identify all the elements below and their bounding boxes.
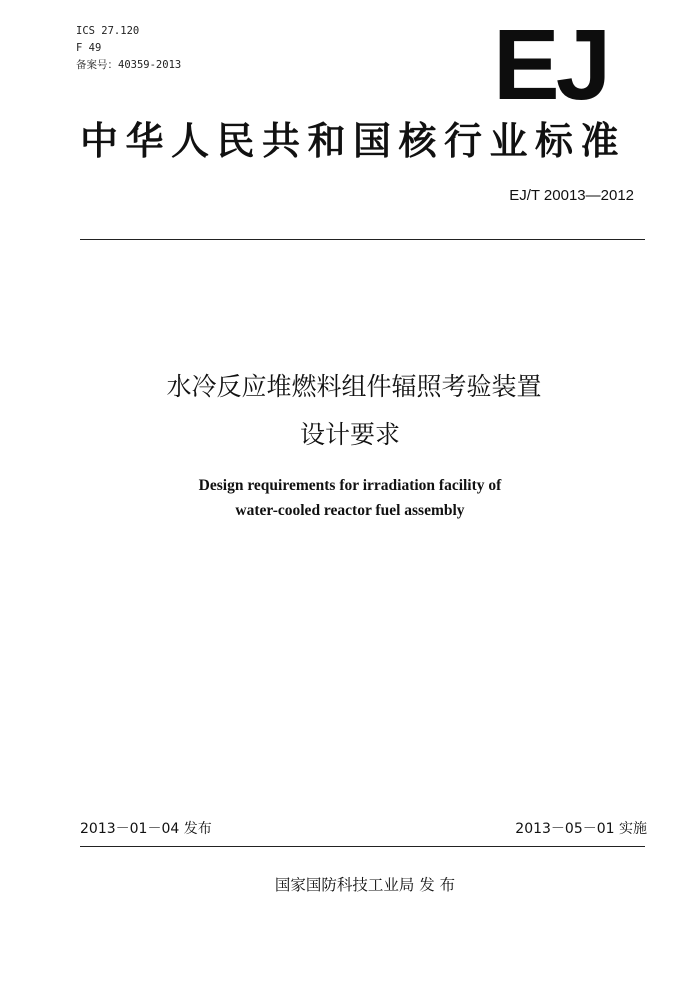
filing-number: 备案号：40359-2013: [76, 59, 182, 71]
title-chinese-line-1: 水冷反应堆燃料组件辐照考验装置: [166, 372, 542, 401]
top-divider: [80, 239, 645, 240]
publisher: 国家国防科技工业局 发 布: [274, 876, 456, 894]
bottom-divider: [80, 846, 645, 847]
standard-number: EJ/T 20013—2012: [509, 187, 634, 204]
title-english-line-1: Design requirements for irradiation facility of: [198, 477, 502, 494]
title-chinese-line-2: 设计要求: [299, 420, 400, 449]
ej-logo: EJ: [493, 9, 608, 121]
title-english-line-2: water-cooled reactor fuel assembly: [235, 502, 465, 519]
issue-date: 2013－01－04 发布: [80, 821, 212, 837]
implementation-date: 2013－05－01 实施: [515, 821, 647, 837]
standard-category-heading: 中华人民共和国核行业标准: [80, 119, 627, 163]
ccs-code: F 49: [76, 42, 102, 54]
ics-code: ICS 27.120: [76, 25, 140, 37]
